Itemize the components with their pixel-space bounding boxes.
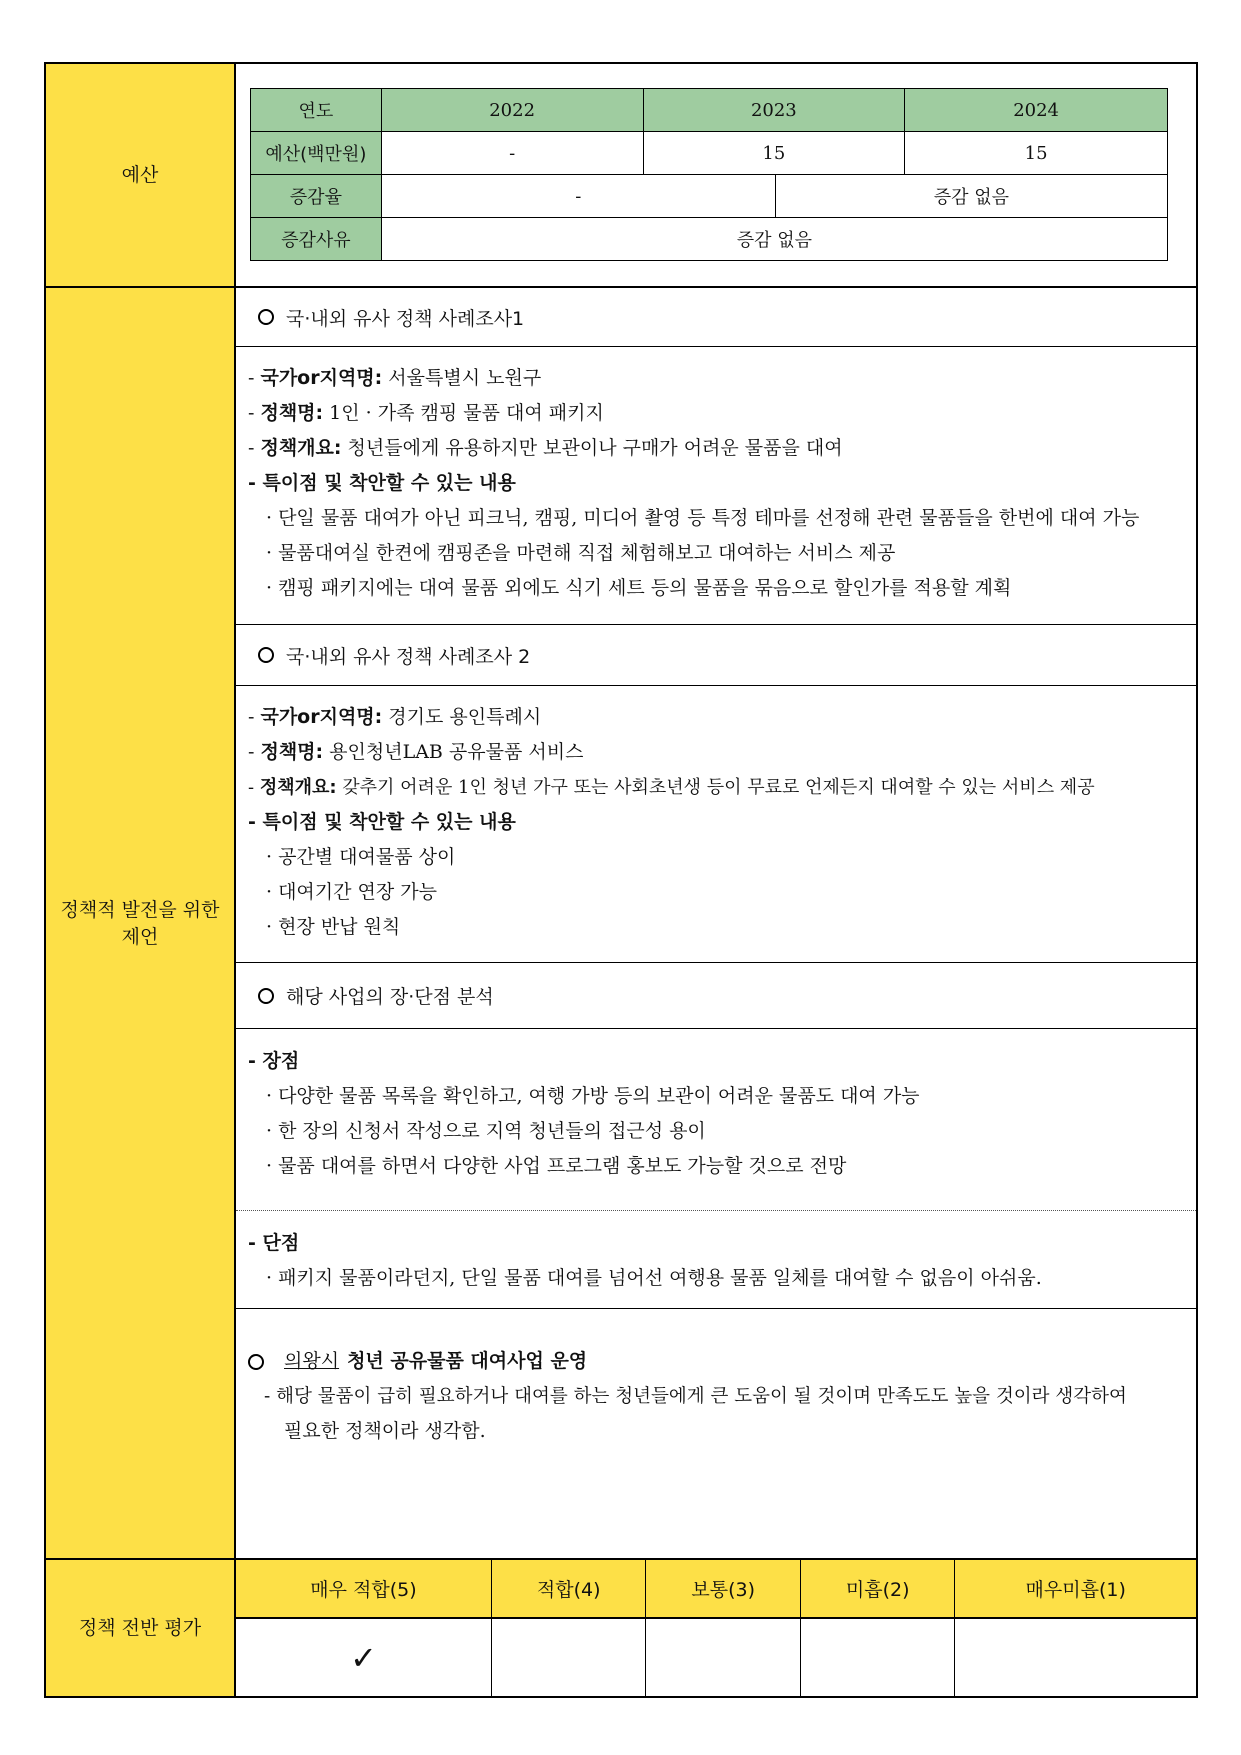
case1-features-label: - 특이점 및 착안할 수 있는 내용 <box>248 472 516 494</box>
case1-feature: · 캠핑 패키지에는 대여 물품 외에도 식기 세트 등의 물품을 묶음으로 할인가를 적용할 계획 <box>266 577 1012 599</box>
check-cell[interactable] <box>955 1618 1196 1696</box>
circle-bullet-icon <box>258 988 274 1004</box>
check-cell[interactable] <box>491 1618 645 1696</box>
budget-2023: 15 <box>643 132 905 175</box>
case2-body <box>248 700 1188 945</box>
case2-feature: · 대여기간 연장 가능 <box>266 881 437 903</box>
evaluation-label: 정책 전반 평가 <box>46 1560 236 1696</box>
budget-table <box>250 88 1168 261</box>
rating-normal: 보통(3) <box>646 1560 800 1618</box>
case1-feature: · 물품대여실 한켠에 캠핑존을 마련해 직접 체험해보고 대여하는 서비스 제공 <box>266 542 896 564</box>
change-reason-label: 증감사유 <box>251 218 382 261</box>
analysis-heading: 해당 사업의 장·단점 분석 <box>236 963 1196 1028</box>
case2-country: - 국가or지역명: 경기도 용인특례시 <box>248 706 542 728</box>
pros-item: · 물품 대여를 하면서 다양한 사업 프로그램 홍보도 가능할 것으로 전망 <box>266 1155 847 1177</box>
proposal-label: 정책적 발전을 위한 제언 <box>46 288 236 1560</box>
cons-body <box>248 1226 1188 1296</box>
year-2023: 2023 <box>643 89 905 132</box>
year-2024: 2024 <box>905 89 1168 132</box>
pros-label: - 장점 <box>248 1050 300 1072</box>
divider <box>236 685 1196 686</box>
divider <box>236 1308 1196 1309</box>
case1-feature: · 단일 물품 대여가 아닌 피크닉, 캠핑, 미디어 촬영 등 특정 테마를 선정해 관련 물품들을 한번에 대여 가능 <box>266 507 1140 529</box>
change-rate-cells <box>381 175 1167 218</box>
budget-section <box>236 64 1196 286</box>
check-cell[interactable] <box>236 1618 491 1696</box>
checkmark-icon: ✓ <box>350 1638 377 1677</box>
pros-body <box>248 1044 1188 1184</box>
case1-body <box>248 361 1188 606</box>
case1-country: - 국가or지역명: 서울특별시 노원구 <box>248 367 542 389</box>
evaluation-table <box>236 1560 1196 1696</box>
year-header: 연도 <box>251 89 382 132</box>
change-rate-label: 증감율 <box>251 175 382 218</box>
case2-feature: · 공간별 대여물품 상이 <box>266 846 456 868</box>
cons-label: - 단점 <box>248 1232 300 1254</box>
change-rate-a: - <box>382 175 776 217</box>
rating-insufficient: 미흡(2) <box>800 1560 954 1618</box>
pros-item: · 다양한 물품 목록을 확인하고, 여행 가방 등의 보관이 어려운 물품도 대여 가능 <box>266 1085 920 1107</box>
dotted-divider <box>236 1210 1196 1211</box>
budget-label: 예산 <box>46 64 236 286</box>
budget-2024: 15 <box>905 132 1168 175</box>
proposal-section <box>236 288 1196 1560</box>
conclusion-city: 의왕시 <box>284 1350 340 1372</box>
rating-header-row <box>236 1560 1196 1618</box>
circle-bullet-icon <box>258 647 274 663</box>
budget-change-row <box>251 175 1168 218</box>
budget-2022: - <box>381 132 643 175</box>
conclusion-line: - 해당 물품이 급히 필요하거나 대여를 하는 청년들에게 큰 도움이 될 것이며 만족도도 높을 것이라 생각하여 <box>264 1386 1127 1407</box>
case2-policy: - 정책명: 용인청년LAB 공유물품 서비스 <box>248 741 584 763</box>
year-2022: 2022 <box>381 89 643 132</box>
divider <box>236 1028 1196 1029</box>
budget-reason-row <box>251 218 1168 261</box>
conclusion-line: 필요한 정책이라 생각함. <box>284 1420 486 1442</box>
check-cell[interactable] <box>646 1618 800 1696</box>
rating-check-row <box>236 1618 1196 1696</box>
policy-evaluation-form <box>44 62 1198 1698</box>
pros-item: · 한 장의 신청서 작성으로 지역 청년들의 접근성 용이 <box>266 1120 706 1142</box>
budget-amount-row <box>251 132 1168 175</box>
divider <box>236 346 1196 347</box>
change-rate-b: 증감 없음 <box>933 187 1010 208</box>
case1-policy: - 정책명: 1인 · 가족 캠핑 물품 대여 패키지 <box>248 402 604 424</box>
budget-header-row <box>251 89 1168 132</box>
rating-very-insufficient: 매우미흡(1) <box>955 1560 1196 1618</box>
rating-very-suitable: 매우 적합(5) <box>236 1560 491 1618</box>
conclusion-title: 의왕시 청년 공유물품 대여사업 운영 <box>248 1344 1188 1379</box>
case2-features-label: - 특이점 및 착안할 수 있는 내용 <box>248 811 516 833</box>
case1-summary: - 정책개요: 청년들에게 유용하지만 보관이나 구매가 어려운 물품을 대여 <box>248 437 843 459</box>
conclusion-body <box>248 1344 1188 1449</box>
case1-heading: 국·내외 유사 정책 사례조사1 <box>236 288 1196 346</box>
cons-item: · 패키지 물품이라던지, 단일 물품 대여를 넘어선 여행용 물품 일체를 대여할 수 없음이 아쉬움. <box>266 1267 1042 1289</box>
case2-heading: 국·내외 유사 정책 사례조사 2 <box>236 625 1196 685</box>
circle-bullet-icon <box>248 1354 264 1370</box>
case2-feature: · 현장 반납 원칙 <box>266 916 401 938</box>
circle-bullet-icon <box>258 309 274 325</box>
change-reason-value: 증감 없음 <box>381 218 1167 261</box>
check-cell[interactable] <box>800 1618 954 1696</box>
budget-amount-label: 예산(백만원) <box>251 132 382 175</box>
rating-suitable: 적합(4) <box>491 1560 645 1618</box>
case2-summary: - 정책개요: 갖추기 어려운 1인 청년 가구 또는 사회초년생 등이 무료로 언제든지 대여할 수 있는 서비스 제공 <box>248 777 1095 798</box>
